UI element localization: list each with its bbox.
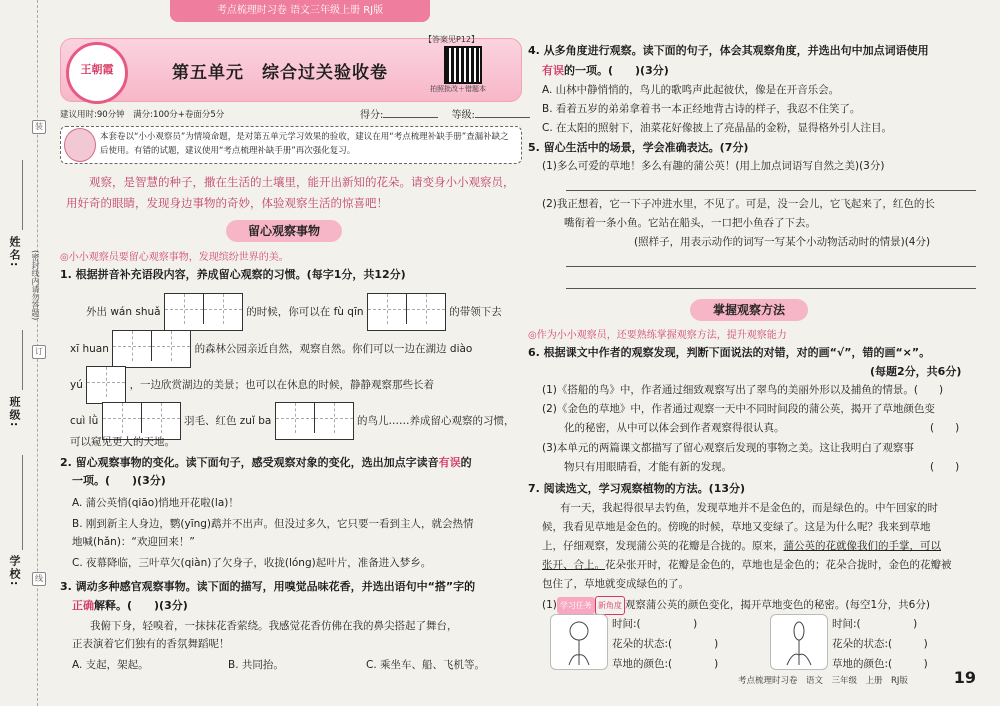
q5-answer-line-2[interactable] bbox=[566, 266, 976, 267]
q6-item-3-b: 物只有用眼睛看，才能有新的发现。 bbox=[564, 461, 732, 473]
q3-passage-2: 正表演着它们独有的香氛舞蹈呢！ bbox=[72, 638, 230, 650]
question-7-heading: 7. 阅读选文，学习观察植物的方法。(13分) bbox=[528, 482, 746, 495]
right-time-field[interactable]: 时间:( ) bbox=[832, 618, 918, 630]
page-number: 19 bbox=[953, 668, 976, 687]
answer-reference: 【答案见P12】 bbox=[424, 35, 480, 44]
q6-item-2-paren[interactable]: ( ) bbox=[930, 422, 960, 434]
class-line bbox=[22, 330, 23, 390]
question-3-choice-line: 正确解释。( )(3分) bbox=[72, 599, 188, 612]
q6-item-2-a: (2)《金色的草地》中，作者通过观察一天中不同时间段的蒲公英，揭开了草地颜色变 bbox=[542, 403, 935, 415]
question-6-points: (每题2分，共6分) bbox=[870, 365, 962, 378]
page-footer: 考点梳理时习卷 语文 三年级 上册 RJ版 bbox=[738, 676, 908, 686]
section-pill-observe: 留心观察事物 bbox=[226, 220, 342, 242]
answer-grid[interactable] bbox=[86, 366, 126, 404]
name-line bbox=[22, 160, 23, 230]
q3-passage-1: 我俯下身，轻嗅着，一抹抹花香萦绕。我感觉花香仿佛在我的鼻尖搭起了舞台， bbox=[90, 620, 458, 632]
question-2-choice-line: 一项。( )(3分) bbox=[72, 474, 166, 487]
q5-part-2-b: 嘴衔着一条小鱼。它站在船头，一口把小鱼吞了下去。 bbox=[564, 217, 816, 229]
intro-paragraph: 观察，是智慧的种子，撒在生活的土壤里，能开出新知的花朵。请变身小小观察员，用好奇的眼睛，发现身边事物的奇妙，体验观察生活的惊喜吧！ bbox=[66, 175, 515, 210]
section-pill-method: 掌握观察方法 bbox=[690, 299, 808, 321]
question-1-heading: 1. 根据拼音补充语段内容，养成留心观察的习惯。(每字1分，共12分) bbox=[60, 268, 406, 281]
q5-part-1: (1)多么可爱的草地！多么有趣的蒲公英！(用上加点词语写自然之美)(3分) bbox=[542, 160, 885, 172]
q6-item-3-paren[interactable]: ( ) bbox=[930, 461, 960, 473]
q4-option-c[interactable]: C. 在太阳的照射下，油菜花好像披上了亮晶晶的金粉，显得格外引人注目。 bbox=[542, 122, 893, 134]
q7-part-1: (1) 学习任务 新角度 观察蒲公英的颜色变化，揭开草地变色的秘密。(每空1分，共6分) bbox=[542, 596, 930, 615]
q1-line-2: xī huan 的森林公园亲近自然，观察自然。你们可以一边在湖边 diào bbox=[70, 330, 472, 368]
seal-notice: (密封线内请勿答题) bbox=[31, 250, 40, 321]
q5-answer-line-1[interactable] bbox=[566, 190, 976, 191]
answer-grid[interactable] bbox=[164, 293, 243, 331]
q2-option-b-cont: 地喊(hǎn)：“欢迎回来！” bbox=[72, 536, 195, 548]
binding-hole: 线 bbox=[32, 572, 46, 586]
q5-part-2-a: (2)我正想着，它一下子冲进水里，不见了。可是，没一会儿，它飞起来了，红色的长 bbox=[542, 198, 935, 210]
question-6-heading: 6. 根据课文中作者的观察发现，判断下面说法的对错，对的画“√”，错的画“×”。 bbox=[528, 346, 931, 359]
dandelion-open-icon bbox=[550, 614, 608, 670]
q1-line-5: 可以窥见更大的天地。 bbox=[70, 436, 175, 448]
binding-hole: 订 bbox=[32, 345, 46, 359]
q7-passage-3: 上，仔细观察，发现蒲公英的花瓣是合拢的。原来，蒲公英的花就像我们的手掌，可以 bbox=[542, 540, 941, 552]
time-score-info: 建议用时:90分钟 满分:100分+卷面分5分 bbox=[60, 110, 225, 120]
question-4-heading: 4. 从多角度进行观察。读下面的句子，体会其观察角度，并选出句中加点词语使用 bbox=[528, 44, 929, 57]
q1-line-3: yú ，一边欣赏湖边的美景；也可以在休息的时候，静静观察那些长着 bbox=[70, 366, 434, 404]
q4-option-b[interactable]: B. 看着五岁的弟弟拿着书一本正经地背古诗的样子，我忍不住笑了。 bbox=[542, 103, 861, 115]
q7-passage-2: 候，我看见草地是金色的。傍晚的时候，草地又变绿了。这是为什么呢？我来到草地 bbox=[542, 521, 931, 533]
left-grass-color-field[interactable]: 草地的颜色:( ) bbox=[612, 658, 719, 670]
answer-grid[interactable] bbox=[367, 293, 446, 331]
q5-part-2-instruction: (照样子，用表示动作的词写一写某个小动物活动时的情景)(4分) bbox=[634, 236, 931, 248]
class-label: 班级: bbox=[8, 396, 21, 429]
question-3-heading: 3. 调动多种感官观察事物。读下面的描写，用嗅觉品味花香，并选出语句中“搭”字的 bbox=[60, 580, 476, 593]
brand-logo: 王朝霞 bbox=[66, 42, 128, 104]
question-4-choice-line: 有误的一项。( )(3分) bbox=[542, 64, 669, 77]
score-blank[interactable] bbox=[383, 117, 438, 118]
school-label: 学校: bbox=[8, 555, 21, 588]
qr-code-icon[interactable] bbox=[444, 46, 482, 84]
right-flower-state-field[interactable]: 花朵的状态:( ) bbox=[832, 638, 928, 650]
dandelion-closed-icon bbox=[770, 614, 828, 670]
question-2-heading: 2. 留心观察事物的变化。读下面句子，感受观察对象的变化，选出加点字读音有误的 bbox=[60, 456, 472, 469]
mascot-girl-icon bbox=[64, 128, 96, 162]
q1-line-1: 外出 wán shuǎ 的时候，你可以在 fù qīn 的带领下去 bbox=[86, 293, 502, 331]
qr-label: 拍照批改＋错题本 bbox=[430, 85, 486, 93]
page-title: 第五单元 综合过关验收卷 bbox=[172, 63, 388, 83]
level-blank[interactable] bbox=[475, 117, 530, 118]
q6-item-2-b: 化的秘密，从中可以体会到作者观察得很认真。 bbox=[564, 422, 785, 434]
tip-text: 本套卷以“小小观察员”为情境命题，是对第五单元学习效果的验收，建议在用“考点梳理补缺手册”查漏补缺之后使用。有错的试题，建议使用“考点梳理补缺手册”再次强化复习。 bbox=[100, 132, 509, 156]
q7-passage-4: 张开、合上。花朵张开时，花瓣是金色的，草地也是金色的；花朵合拢时，金色的花瓣被 bbox=[542, 559, 952, 571]
answer-grid[interactable] bbox=[112, 330, 191, 368]
left-flower-state-field[interactable]: 花朵的状态:( ) bbox=[612, 638, 719, 650]
q7-passage-1: 有一天，我起得很早去钓鱼，发现草地并不是金色的，而是绿色的。中午回家的时 bbox=[560, 502, 938, 514]
q2-option-a[interactable]: A. 蒲公英悄(qiāo)悄地开花啦(la)！ bbox=[72, 497, 239, 509]
q3-option-c[interactable]: C. 乘坐车、船、飞机等。 bbox=[366, 659, 486, 671]
question-5-heading: 5. 留心生活中的场景，学会准确表达。(7分) bbox=[528, 141, 749, 154]
q2-option-c[interactable]: C. 夜幕降临，三叶草欠(qiàn)了欠身子，收拢(lóng)起叶片，准备进入梦乡。 bbox=[72, 557, 432, 569]
answer-grid[interactable] bbox=[275, 402, 354, 440]
q4-option-a[interactable]: A. 山林中静悄悄的，鸟儿的歌鸣声此起彼伏，像是在开音乐会。 bbox=[542, 84, 840, 96]
section-subheading: ◎小小观察员要留心观察事物，发现缤纷世界的美。 bbox=[60, 252, 289, 263]
binding-strip bbox=[0, 0, 42, 706]
q3-option-b[interactable]: B. 共同抬。 bbox=[228, 659, 284, 671]
new-angle-tag: 新角度 bbox=[595, 596, 625, 615]
left-time-field[interactable]: 时间:( ) bbox=[612, 618, 698, 630]
q5-answer-line-3[interactable] bbox=[566, 288, 976, 289]
school-line bbox=[22, 455, 23, 550]
section-subheading-2: ◎作为小小观察员，还要熟练掌握观察方法，提升观察能力 bbox=[528, 330, 787, 341]
name-label: 姓名: bbox=[8, 236, 21, 269]
q1-line-4: cuì lǜ 羽毛、红色 zuǐ ba 的鸟儿……养成留心观察的习惯， bbox=[70, 402, 515, 440]
task-tag: 学习任务 bbox=[557, 597, 595, 614]
binding-hole: 装 bbox=[32, 120, 46, 134]
q3-option-a[interactable]: A. 支起，架起。 bbox=[72, 659, 149, 671]
score-fields: 得分: 等级: bbox=[360, 106, 540, 121]
right-grass-color-field[interactable]: 草地的颜色:( ) bbox=[832, 658, 928, 670]
q2-option-b[interactable]: B. 刚到新主人身边，鹦(yīng)鹉并不出声。但没过多久，它只要一看到主人，就会热情 bbox=[72, 518, 474, 530]
series-banner: 考点梳理时习卷 语文三年级上册 RJ版 bbox=[170, 0, 430, 22]
q6-item-3-a: (3)本单元的两篇课文都描写了留心观察后发现的事物之美。这让我明白了观察事 bbox=[542, 442, 914, 454]
q7-passage-5: 包住了，草地就变成绿色的了。 bbox=[542, 578, 689, 590]
q6-item-1[interactable]: (1)《搭船的鸟》中，作者通过细致观察写出了翠鸟的美丽外形以及捕鱼的情景。( ) bbox=[542, 384, 944, 396]
